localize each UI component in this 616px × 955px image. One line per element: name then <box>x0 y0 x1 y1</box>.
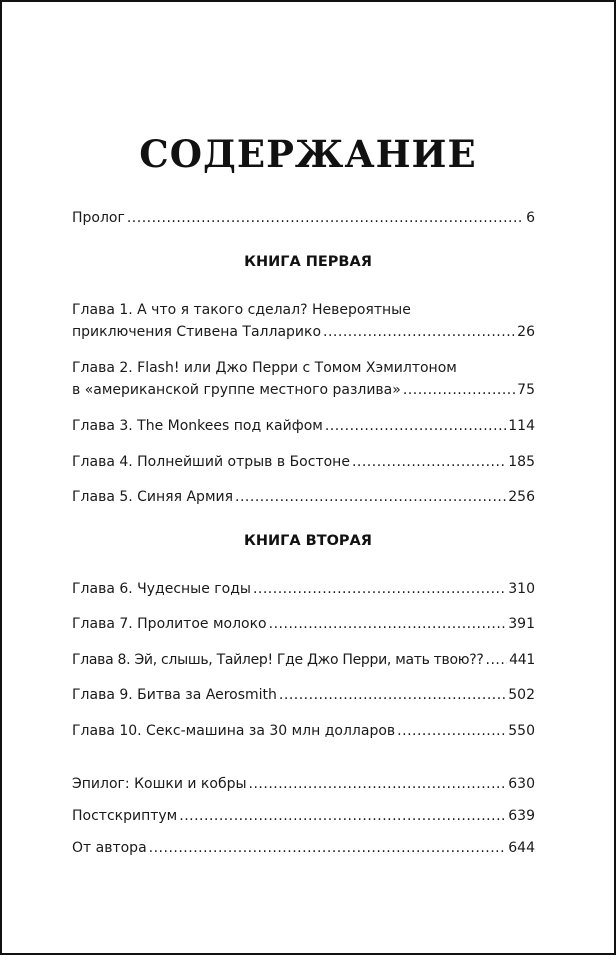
entry-page: 639 <box>508 808 535 824</box>
entry-page: 550 <box>508 723 535 739</box>
toc-entry-chapter-2[interactable] <box>72 357 535 401</box>
dot-leader <box>325 415 506 437</box>
toc-entry-chapter-1[interactable] <box>72 299 535 343</box>
entry-page: 256 <box>508 489 535 505</box>
dot-leader <box>279 684 506 706</box>
toc-entry-chapter-6[interactable] <box>72 578 535 600</box>
entry-page: 75 <box>517 382 535 398</box>
toc-entry-chapter-3[interactable] <box>72 415 535 437</box>
dot-leader <box>323 321 515 343</box>
entry-page: 185 <box>508 454 535 470</box>
entry-page: 644 <box>508 840 535 856</box>
dot-leader <box>149 837 507 859</box>
entry-page: 630 <box>508 776 535 792</box>
entry-title-line2: приключения Стивена Талларико <box>72 324 322 340</box>
toc-entry-postscript[interactable] <box>72 805 535 827</box>
dot-leader <box>235 486 506 508</box>
entry-page: 114 <box>508 418 535 434</box>
entry-title-line1: Глава 1. А что я такого сделал? Невероятные <box>72 302 411 318</box>
section-heading-book2: КНИГА ВТОРАЯ <box>244 533 372 549</box>
toc-entry-chapter-8[interactable] <box>72 649 535 671</box>
entry-title: Постскриптум <box>72 808 178 824</box>
entry-title: Пролог <box>72 210 125 226</box>
page-title: СОДЕРЖАНИЕ <box>139 132 477 176</box>
entry-page: 441 <box>509 652 535 668</box>
toc-entry-chapter-5[interactable] <box>72 486 535 508</box>
entry-title-line1: Глава 2. Flash! или Джо Перри с Томом Хэмилтоном <box>72 360 457 376</box>
entry-title: Глава 7. Пролитое молоко <box>72 616 267 632</box>
toc-entry-chapter-4[interactable] <box>72 451 535 473</box>
entry-page: 391 <box>508 616 535 632</box>
entry-title: От автора <box>72 840 147 856</box>
dot-leader <box>486 649 508 671</box>
dot-leader <box>403 379 515 401</box>
toc-entry-chapter-10[interactable] <box>72 720 535 742</box>
entry-title: Глава 3. The Monkees под кайфом <box>72 418 323 434</box>
entry-title-line2: в «американской группе местного разлива» <box>72 382 401 398</box>
dot-leader <box>352 451 506 473</box>
toc-entry-chapter-9[interactable] <box>72 684 535 706</box>
entry-title: Глава 10. Секс-машина за 30 млн долларов <box>72 723 396 739</box>
entry-page: 6 <box>526 210 535 226</box>
toc-entry-epilogue[interactable] <box>72 773 535 795</box>
entry-title: Глава 4. Полнейший отрыв в Бостоне <box>72 454 350 470</box>
dot-leader <box>397 720 506 742</box>
entry-title: Глава 6. Чудесные годы <box>72 581 251 597</box>
toc-entry-chapter-7[interactable] <box>72 613 535 635</box>
entry-title: Эпилог: Кошки и кобры <box>72 776 247 792</box>
dot-leader <box>127 207 524 229</box>
dot-leader <box>249 773 507 795</box>
entry-page: 310 <box>508 581 535 597</box>
entry-title: Глава 9. Битва за Aerosmith <box>72 687 277 703</box>
toc-entry-prologue[interactable] <box>72 207 535 229</box>
dot-leader <box>253 578 506 600</box>
dot-leader <box>179 805 506 827</box>
section-heading-book1: КНИГА ПЕРВАЯ <box>244 254 372 270</box>
dot-leader <box>269 613 507 635</box>
entry-page: 502 <box>508 687 535 703</box>
entry-title: Глава 8. Эй, слышь, Тайлер! Где Джо Перри, мать твою?? <box>72 652 484 668</box>
entry-title: Глава 5. Синяя Армия <box>72 489 234 505</box>
entry-page: 26 <box>517 324 535 340</box>
toc-entry-from-author[interactable] <box>72 837 535 859</box>
